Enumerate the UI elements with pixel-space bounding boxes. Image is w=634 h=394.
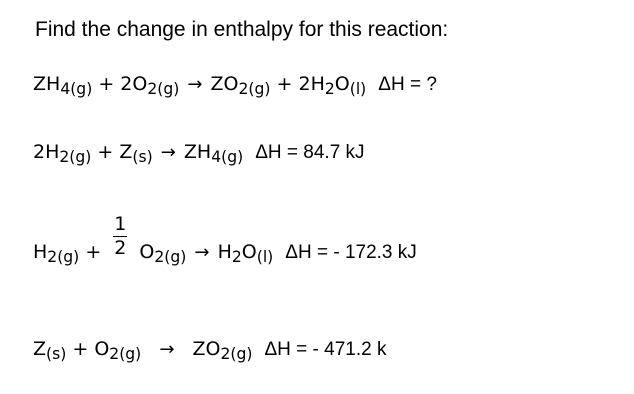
reactant-zh4: $ZH_{4(g)}$ <box>33 73 93 99</box>
plus-sign: + <box>276 73 293 95</box>
reactant-o2: $2O_{2(g)}$ <box>120 73 180 99</box>
reactant-h2: $H_{2(g)}$ <box>33 241 80 267</box>
reaction-4 <box>33 338 387 364</box>
target-reaction <box>33 73 437 99</box>
reactant-o2: $O_{2(g)}$ <box>139 241 187 267</box>
plus-sign: + <box>97 141 114 163</box>
question-title: Find the change in enthalpy for this reaction: <box>35 18 449 41</box>
product-zh4: $ZH_{4(g)}$ <box>183 141 244 167</box>
reactant-o2: $O_{2(g)}$ <box>94 338 142 364</box>
reaction-arrow-icon: → <box>159 339 175 360</box>
reaction-2 <box>33 141 365 167</box>
reactant-z: $Z_{(s)}$ <box>33 338 67 364</box>
enthalpy-value: ΔH = - 172.3 kJ <box>285 242 417 263</box>
product-h2o: $2H_2O_{(l)}$ <box>298 73 367 99</box>
reaction-arrow-icon: → <box>160 142 176 163</box>
product-h2o: $H_2O_{(l)}$ <box>217 241 274 267</box>
enthalpy-value: ΔH = ? <box>378 74 437 95</box>
fraction-denominator: 2 <box>114 237 127 259</box>
enthalpy-value: ΔH = 84.7 kJ <box>255 142 365 163</box>
plus-sign: + <box>72 338 89 360</box>
fraction-numerator: 1 <box>114 213 127 235</box>
reactant-h2: $2H_{2(g)}$ <box>33 141 92 167</box>
plus-sign: + <box>98 73 115 95</box>
product-zo2: $ZO_{2(g)}$ <box>210 73 271 99</box>
plus-sign: + <box>85 241 102 263</box>
reactant-z: $Z_{(s)}$ <box>119 141 153 167</box>
product-zo2: $ZO_{2(g)}$ <box>192 338 253 364</box>
reaction-arrow-icon: → <box>187 74 203 95</box>
enthalpy-value: ΔH = - 471.2 k <box>264 339 387 360</box>
reaction-3 <box>33 205 417 267</box>
reaction-arrow-icon: → <box>194 242 210 263</box>
coefficient-fraction <box>113 215 127 258</box>
